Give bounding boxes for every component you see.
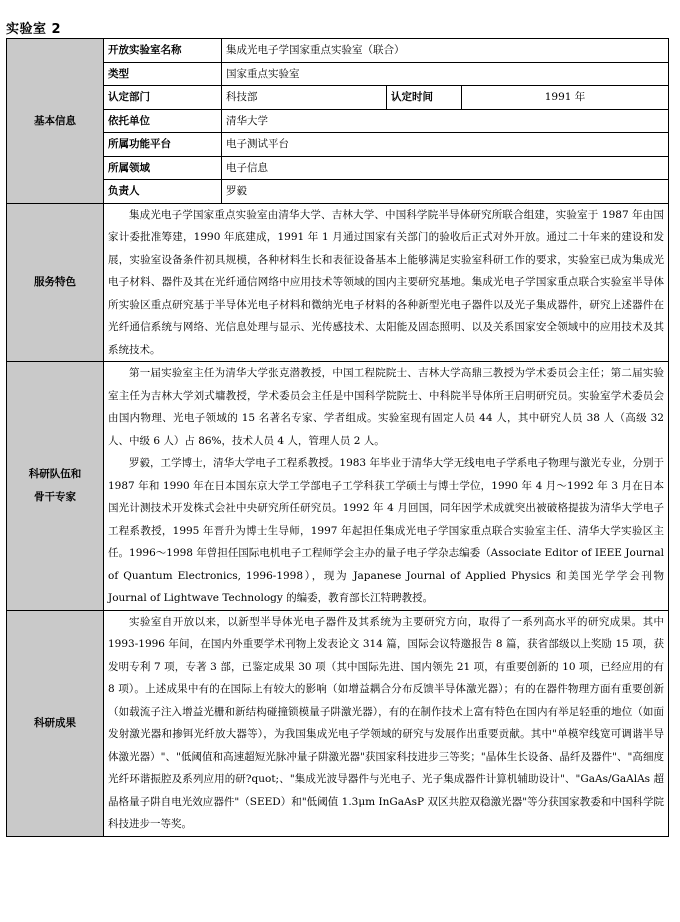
section-team <box>7 362 104 611</box>
label-type: 类型 <box>104 62 222 86</box>
team-paragraph-2: 罗毅，工学博士，清华大学电子工程系教授。1983 年毕业于清华大学无线电电子学系电子物理与激光专业，分别于 1987 年和 1990 年在日本国东京大学工学部电子工学科获工学硕士与博士学位，1990 年 4 月～1992 年 3 月在日本国光计测技术开发株式会社中央研究所任研究员。1992 年 4 月回国，同年因学术成就突出被破格提拔为清华大学电子工程系教授，1995 年晋升为博士生导师，1997 年起担任集成光电子学国家重点联合实验室主任、清华大学实验区主任。1996～1998 年曾担任国际电机电子工程师学会主办的量子电子学杂志编委（Associate Editor of IEEE Journal of Quantum Electronics, 1996-1998），现为 Japanese Journal of Applied Physics 和美国光学学会刊物 Journal of Lightwave Technology 的编委，教育部长江特聘教授。 <box>108 457 664 604</box>
label-dept: 认定部门 <box>104 86 222 110</box>
row-leader <box>7 180 669 204</box>
row-service <box>7 203 669 362</box>
team-paragraph-1: 第一届实验室主任为清华大学张克潜教授，中国工程院院士、吉林大学高鼎三教授为学术委员会主任；第二届实验室主任为吉林大学刘式墉教授，学术委员会主任是中国科学院院士、中科院半导体所王启明研究员。实验室学术委员会由国内物理、光电子领域的 15 名著名专家、学者组成。实验室现有固定人员 44 人，其中研究人员 38 人（高级 32 人、中级 6 人）占 86%，技术人员 4 人，管理人员 2 人。 <box>108 367 664 447</box>
section-basic-info <box>7 39 104 204</box>
value-field: 电子信息 <box>222 156 669 180</box>
value-approval-time: 1991 年 <box>462 86 669 110</box>
label-leader: 负责人 <box>104 180 222 204</box>
row-name <box>7 39 669 63</box>
value-unit: 清华大学 <box>222 109 669 133</box>
value-lab-name: 集成光电子学国家重点实验室（联合） <box>222 39 669 63</box>
section-results-label: 科研成果 <box>34 716 76 729</box>
row-results <box>7 610 669 836</box>
label-lab-name: 开放实验室名称 <box>104 39 222 63</box>
value-platform: 电子测试平台 <box>222 133 669 157</box>
lab-info-table <box>6 38 669 837</box>
label-platform: 所属功能平台 <box>104 133 222 157</box>
row-dept <box>7 86 669 110</box>
section-team-label-line1: 科研队伍和 <box>28 468 82 481</box>
row-field <box>7 156 669 180</box>
row-type <box>7 62 669 86</box>
value-leader: 罗毅 <box>222 180 669 204</box>
service-paragraph: 集成光电子学国家重点实验室由清华大学、吉林大学、中国科学院半导体研究所联合组建，实验室于 1987 年由国家计委批准筹建，1990 年底建成，1991 年 1 月通过国家有关部门的验收后正式对外开放。通过二十年来的建设和发展，实验室设备条件初具规模，各种材料生长和表征设备基本上能够满足实验室科研工作的要求，实验室已成为集成光电子材料、器件及其在光纤通信网络中应用技术等领域的国内主要研究基地。集成光电子学国家重点联合实验室半导体所实验区重点研究基于半导体光电子材料和微纳光电子材料的各种新型光电子器件以及光子集成器件，研究上述器件在光纤通信系统与网络、光信息处理与显示、光传感技术、太阳能及固态照明、以及关系国家安全领域中的应用技术及其系统技术。 <box>108 208 664 356</box>
row-platform <box>7 133 669 157</box>
section-service <box>7 203 104 362</box>
label-approval-time: 认定时间 <box>387 86 462 110</box>
section-service-label: 服务特色 <box>34 276 76 288</box>
page-heading: 实验室 2 <box>6 22 62 37</box>
label-unit: 依托单位 <box>104 109 222 133</box>
section-basic-info-label: 基本信息 <box>34 114 76 127</box>
section-team-label-line2: 骨干专家 <box>34 490 76 503</box>
team-description <box>104 362 669 611</box>
value-dept: 科技部 <box>222 86 387 110</box>
row-unit <box>7 109 669 133</box>
label-field: 所属领域 <box>104 156 222 180</box>
results-paragraph: 实验室自开放以来，以新型半导体光电子器件及其系统为主要研究方向，取得了一系列高水平的研究成果。其中 1993-1996 年间，在国内外重要学术刊物上发表论文 314 篇，国际会议特邀报告 8 篇，获省部级以上奖励 15 项，获发明专利 7 项，专著 3 部，已鉴定成果 30 项（其中国际先进、国内领先 21 项，有重要创新的 10 项，已经应用的有 8 项）。上述成果中有的在国际上有较大的影响（如增益耦合分布反馈半导体激光器）；有的在器件物理方面有重要创新（如载流子注入增益光栅和新结构碰撞锁模量子阱激光器），有的在制作技术上富有特色在国内有举足轻重的地位（如面发射激光器和掺铒光纤放大器等），为我国集成光电子学领域的研究与发展作出重要贡献。其中"单模窄线宽可调谐半导体激光器）"、"低阈值和高速超短光脉冲量子阱激光器"获国家科技进步三等奖；"晶体生长设备、晶纤及器件"、"高细度光纤环谐振腔及系列应用的研?quot;、"集成光波导器件与光电子、光子集成器件计算机辅助设计"、"GaAs/GaAlAs 超晶格量子阱自电光效应器件"（SEED）和"低阈值 1.3μm InGaAsP 双区共腔双稳激光器"等分获国家教委和中国科学院科技进步一等奖。 <box>108 615 664 830</box>
section-results <box>7 610 104 836</box>
service-description <box>104 203 669 362</box>
value-type: 国家重点实验室 <box>222 62 669 86</box>
row-team <box>7 362 669 611</box>
results-description <box>104 610 669 836</box>
